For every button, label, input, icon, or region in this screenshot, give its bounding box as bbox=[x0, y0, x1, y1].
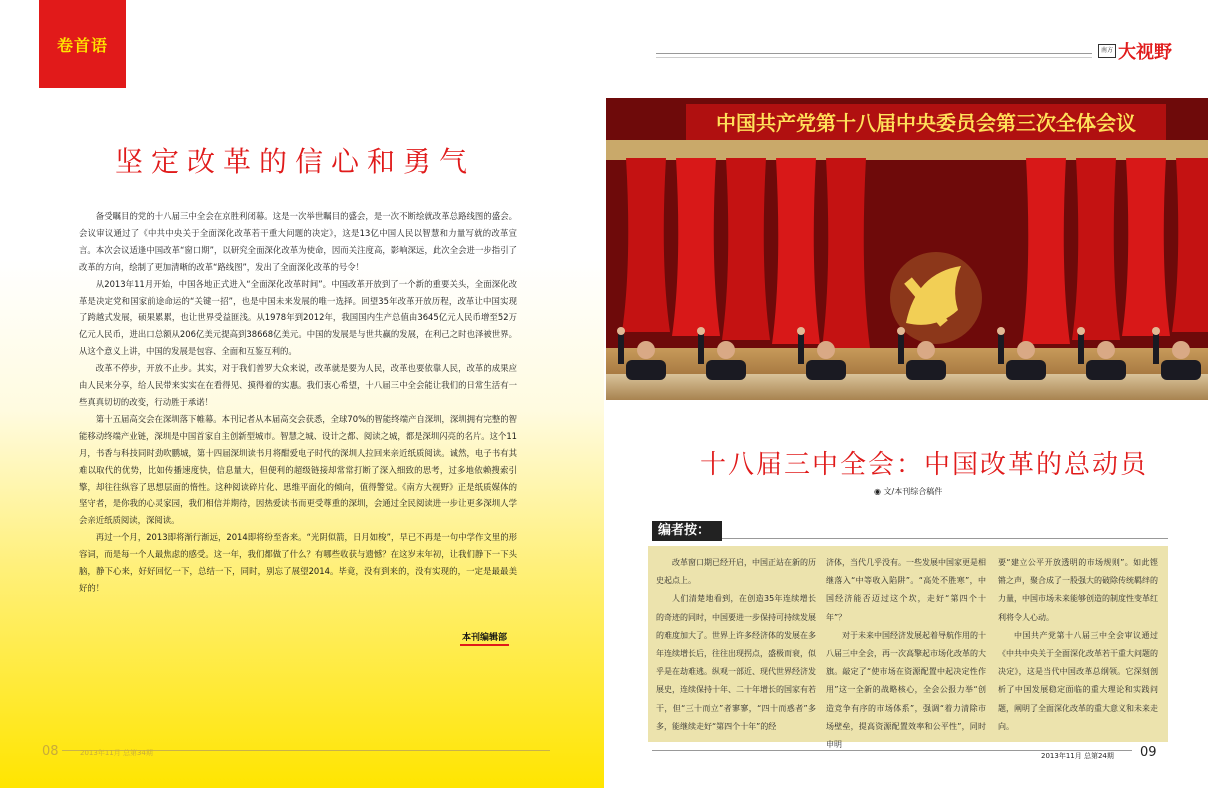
magazine-logo: 大视野 bbox=[1118, 42, 1172, 63]
editor-note-paragraph: 改革窗口期已经开启，中国正站在新的历史起点上。 bbox=[656, 558, 816, 586]
editor-note-paragraph: 要“建立公平开放透明的市场规则”。如此铿锵之声，聚合成了一股强大的破除传统羁绊的力量，中国市场未来能够创造的制度性变革红利将令人心动。 bbox=[998, 558, 1158, 622]
editorial-signature: 本刊编辑部 bbox=[462, 630, 507, 643]
photo-banner-text: 中国共产党第十八届中央委员会第三次全体会议 bbox=[716, 111, 1136, 135]
editor-note-paragraph: 对于未来中国经济发展起着导航作用的十八届三中全会，再一次高擎起市场化改革的大旗。敲定了“使市场在资源配置中起决定性作用”这一全新的战略核心，全会公报力举“创造竞争有序的市场体系”，强调“着力清除市场壁垒，提高资源配置效率和公平性”，同时申明 bbox=[826, 630, 986, 750]
editor-note-paragraph: 中国共产党第十八届三中全会审议通过《中共中央关于全面深化改革若干重大问题的决定》，这是当代中国改革总纲领。它深刻剖析了中国发展稳定面临的重大理论和实践问题，阐明了全面深化改革的重大意义和未来走向。 bbox=[998, 630, 1158, 731]
plenary-photo-illustration bbox=[606, 98, 1208, 400]
section-tab: 卷首语 bbox=[39, 0, 126, 88]
editor-note-column bbox=[656, 554, 816, 736]
editorial-body bbox=[79, 208, 517, 597]
editorial-title: 坚定改革的信心和勇气 bbox=[114, 145, 475, 178]
masthead-rule bbox=[656, 57, 1092, 58]
red-flag bbox=[1122, 158, 1170, 336]
editorial-paragraph: 备受瞩目的党的十八届三中全会在京胜利闭幕。这是一次举世瞩目的盛会，是一次不断绘就改革总路线图的盛会。会议审议通过了《中共中央关于全面深化改革若干重大问题的决定》，这是13亿中国人民以智慧和力量写就的改革宣言。本次会议适逢中国改革“窗口期”，以研究全面深化改革为使命，因而关注度高，影响深远，此次全会进一步指引了改革的方向，绘制了更加清晰的改革“路线图”，发出了全面深化改革的号令！ bbox=[79, 211, 517, 272]
footer-issue: 2013年11月 总第24期 bbox=[1041, 752, 1114, 760]
red-flag bbox=[1072, 158, 1120, 340]
red-flag bbox=[822, 158, 870, 348]
footer-issue: 2013年11月 总第34期 bbox=[80, 749, 153, 757]
editor-note-column bbox=[826, 554, 986, 754]
editor-note-tag: 编者按： bbox=[652, 521, 722, 541]
editor-note-column bbox=[998, 554, 1158, 736]
masthead-rule bbox=[656, 53, 1092, 54]
editor-note-paragraph: 人们清楚地看到，在创造35年连续增长的奇迹的同时，中国要进一步保持可持续发展的难度加大了。世界上许多经济体的发展在多年连续增长后，往往出现拐点，盛极而衰，似乎是在劫难逃。纵观一部近、现代世界经济发展史，连续保持十年、二十年增长的国家有若干，但“三十而立”者寥寥，“四十而惑者”多多，能继续走好“第四个十年”的经 bbox=[656, 594, 816, 731]
magazine-logo-mark: 南方 bbox=[1098, 44, 1116, 58]
page-number: 08 bbox=[42, 744, 59, 759]
red-flag bbox=[772, 158, 820, 344]
page-number: 09 bbox=[1140, 745, 1157, 760]
editorial-paragraph: 第十五届高交会在深圳落下帷幕。本刊记者从本届高交会获悉，全球70%的智能终端产自深圳，深圳拥有完整的智能移动终端产业链，深圳是中国首家自主创新型城市。智慧之城、设计之都、阅读之城，都是深圳闪亮的名片。这个11月，书香与科技同时劲吹鹏城，第十四届深圳读书月将酣爱电子时代的深圳人拉回来亲近纸质阅读。诚然，电子书有其难以取代的优势，比如传播速度快，信息量大，但便利的超级链接却常常打断了深入细致的思考，过多地依赖搜索引擎，却往往纵容了思想层面的惰性。这种阅读碎片化、思维平面化的倾向，值得警觉。《南方大视野》正是纸质媒体的坚守者，是你我的心灵家园，我们相信并期待，因热爱读书而更受尊重的深圳，会通过全民阅读进一步让更多深圳人学会亲近纸质阅读，深阅读。 bbox=[79, 413, 517, 526]
red-flag bbox=[622, 158, 670, 332]
editorial-paragraph: 再过一个月，2013即将渐行渐远，2014即将纷至沓来。“光阴似箭，日月如梭”，早已不再是一句中学作文里的形容词，而是每一个人最焦虑的感受。这一年，我们都做了什么？有哪些收获与遗憾？在这岁末年初，让我们静下一下头脑，静下心来，好好回忆一下，总结一下，同时，别忘了展望2014。毕竟，没有到来的，没有实现的，一定是最最美好的！ bbox=[79, 532, 517, 593]
article-headline: 十八届三中全会：中国改革的总动员 bbox=[699, 450, 1148, 480]
plenary-session-photo bbox=[606, 98, 1208, 400]
editorial-paragraph: 改革不停步，开放不止步。其实，对于我们普罗大众来说，改革就是要为人民，改革也要依靠人民，改革的成果应由人民来分享，给人民带来实实在在看得见、摸得着的实惠。我们衷心希望，十八届三中全会能让我们的日常生活有一些真真切切的改变，行动胜于承诺！ bbox=[79, 363, 517, 407]
red-flag bbox=[722, 158, 770, 340]
editor-note-rule bbox=[722, 538, 1168, 539]
right-page bbox=[604, 0, 1208, 788]
red-flag bbox=[672, 158, 720, 336]
editorial-paragraph: 从2013年11月开始，中国各地正式进入“全面深化改革时间”。中国改革开放到了一个新的重要关头，全面深化改革是决定党和国家前途命运的“关键一招”，也是中国未来发展的唯一选择。回望35年改革开放历程，改革让中国实现了跨越式发展，硕果累累，也让世界受益匪浅。从1978年到2012年，我国国内生产总值由3645亿元人民币增至52万亿元人民币，进出口总额从206亿美元提高到38668亿美元。中国的发展是与世共赢的发展，在利己之时也泽被世界。从这个意义上讲，中国的发展是包容、全面和互鉴互利的。 bbox=[79, 278, 517, 357]
editor-note-paragraph: 济体，当代几乎没有。一些发展中国家更是相继落入“中等收入陷阱”。“高处不胜寒”，中国经济能否迈过这个坎，走好“第四个十年”？ bbox=[826, 558, 986, 622]
red-flag bbox=[1022, 158, 1070, 344]
article-byline: ◉ 文/本刊综合稿件 bbox=[874, 487, 943, 496]
